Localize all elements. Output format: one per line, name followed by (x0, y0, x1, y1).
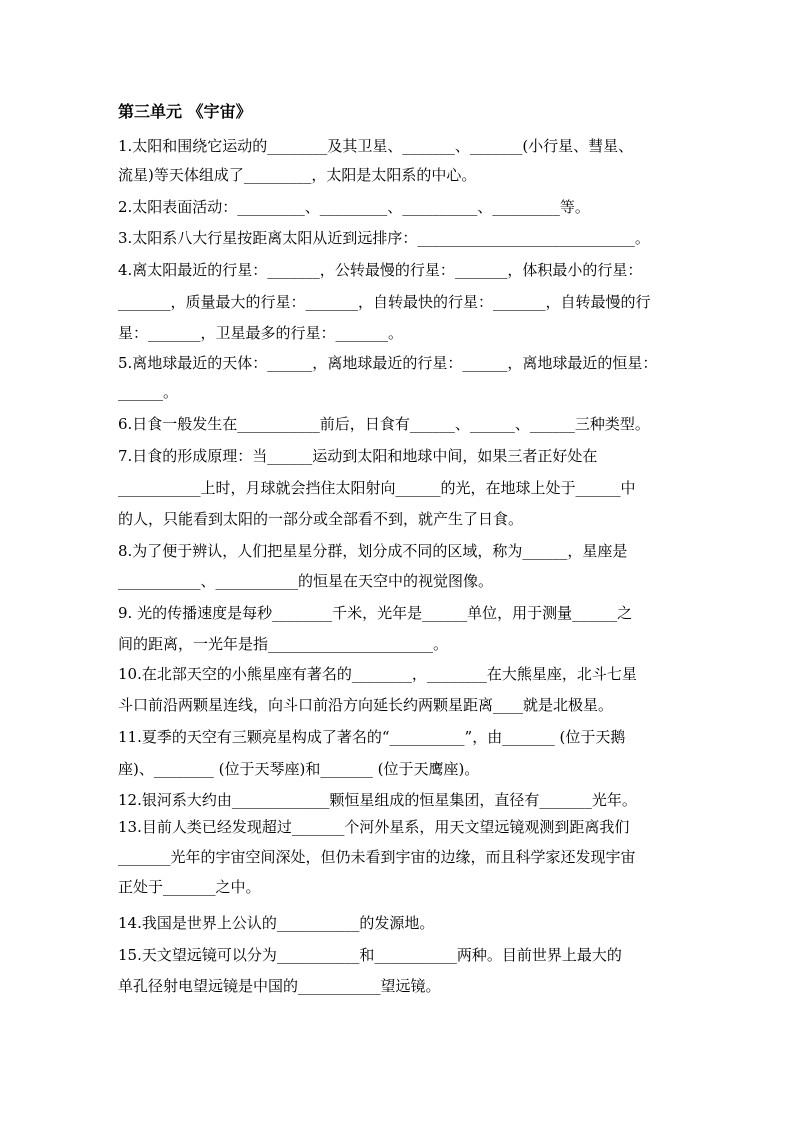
q2-line-1: 2.太阳表面活动：_________、_________、__________、_________等。 (118, 198, 590, 216)
q15-line-2: 单孔径射电望远镜是中国的___________望远镜。 (118, 977, 441, 995)
q13-line-1: 13.目前人类已经发现超过_______个河外星系，用天文望远镜观测到距离我们 (118, 818, 630, 836)
q10-line-2: 斗口前沿两颗星连线，向斗口前沿方向延长约两颗星距离____就是北极星。 (118, 696, 614, 714)
q1-line-1: 1.太阳和围绕它运动的________及其卫星、_______、_______(小行星、彗星、 (118, 137, 634, 155)
q9-line-1: 9. 光的传播速度是每秒________千米，光年是______单位，用于测量______之 (118, 604, 633, 622)
q7-line-2: ___________上时，月球就会挡住太阳射向______的光，在地球上处于______中 (118, 479, 636, 497)
q6-line-1: 6.日食一般发生在___________前后，日食有______、______、______三种类型。 (118, 415, 650, 433)
q13-line-3: 正处于_______之中。 (118, 878, 261, 896)
q15-line-1: 15.天文望远镜可以分为___________和___________两种。目前世界上最大的 (118, 946, 622, 964)
q14-line-1: 14.我国是世界上公认的___________的发源地。 (118, 914, 435, 932)
q11-line-2: 座)、________ (位于天琴座)和_______ (位于天鹰座)。 (118, 760, 480, 778)
q7-line-1: 7.日食的形成原理：当______运动到太阳和地球中间，如果三者正好处在 (118, 447, 598, 465)
q13-line-2: _______光年的宇宙空间深处，但仍未看到宇宙的边缘，而且科学家还发现宇宙 (118, 848, 636, 866)
q4-line-3: 星：_______，卫星最多的行星：_______。 (118, 324, 404, 342)
q1-line-2: 流星)等天体组成了_________，太阳是太阳系的中心。 (118, 166, 477, 184)
q9-line-2: 间的距离，一光年是指______________________。 (118, 635, 449, 653)
q12-line-1: 12.银河系大约由_____________颗恒星组成的恒星集团，直径有_______光年。 (118, 791, 637, 809)
q5-line-2: ______。 (118, 383, 179, 401)
q8-line-2: ___________、___________的恒星在天空中的视觉图像。 (118, 572, 494, 590)
q11-line-1: 11.夏季的天空有三颗亮星构成了著名的“__________”，由_______ (位于天鹅 (118, 728, 626, 746)
unit-title: 第三单元 《宇宙》 (118, 102, 252, 121)
q4-line-2: _______，质量最大的行星：_______，自转最快的行星：_______，自转最慢的行 (118, 293, 651, 311)
q3-line-1: 3.太阳系八大行星按距离太阳从近到远排序：_____________________________。 (118, 229, 650, 247)
q8-line-1: 8.为了便于辨认，人们把星星分群，划分成不同的区域，称为______，星座是 (118, 542, 628, 560)
q10-line-1: 10.在北部天空的小熊星座有著名的________，________在大熊星座，北斗七星 (118, 665, 637, 683)
q5-line-1: 5.离地球最近的天体：______，离地球最近的行星：______，离地球最近的恒星： (118, 354, 658, 372)
q4-line-1: 4.离太阳最近的行星：_______，公转最慢的行星：_______，体积最小的行星： (118, 261, 643, 279)
q7-line-3: 的人，只能看到太阳的一部分或全部看不到，就产生了日食。 (118, 510, 524, 528)
